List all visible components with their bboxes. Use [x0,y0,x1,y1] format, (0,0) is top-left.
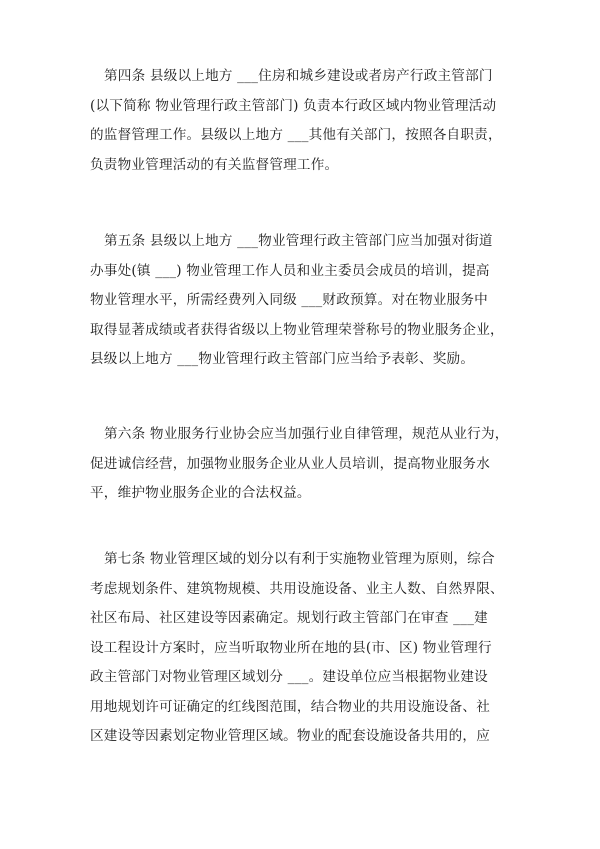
article-5 [90,227,530,375]
article-7 [90,545,530,752]
article-5-line-3: 物业管理水平，所需经费列入同级 ___财政预算。对在物业服务中 [90,292,488,308]
article-5-line-1: 第五条 县级以上地方 ___物业管理行政主管部门应当加强对街道 [104,233,493,249]
article-7-line-1: 第七条 物业管理区域的划分以有利于实施物业管理为原则，综合 [104,551,495,567]
article-7-line-7: 区建设等因素划定物业管理区域。物业的配套设施设备共用的，应 [90,728,491,744]
article-7-line-3: 社区布局、社区建设等因素确定。规划行政主管部门在审查 ___建 [90,610,488,626]
article-7-line-4: 设工程设计方案时，应当听取物业所在地的县(市、区) 物业管理行 [90,639,492,656]
article-7-line-6: 用地规划许可证确定的红线图范围，结合物业的共用设施设备、社 [90,698,491,715]
article-4-line-2: (以下简称 物业管理行政主管部门) 负责本行政区域内物业管理活动 [90,97,497,114]
article-4 [90,62,530,180]
article-7-line-5: 政主管部门对物业管理区域划分 ___。建设单位应当根据物业建设 [90,669,488,685]
article-5-line-5: 县级以上地方 ___物业管理行政主管部门应当给予表彰、奖励。 [90,351,475,367]
article-4-line-4: 负责物业管理活动的有关监督管理工作。 [90,156,339,173]
article-6 [90,420,530,509]
article-5-line-2: 办事处(镇 ___) 物业管理工作人员和业主委员会成员的培训，提高 [90,262,490,279]
article-4-line-1: 第四条 县级以上地方 ___住房和城乡建设或者房产行政主管部门 [104,68,493,84]
article-7-line-2: 考虑规划条件、建筑物规模、共用设施设备、业主人数、自然界限、 [90,580,504,597]
article-6-line-1: 第六条 物业服务行业协会应当加强行业自律管理，规范从业行为， [104,426,509,442]
article-4-line-3: 的监督管理工作。县级以上地方 ___其他有关部门，按照各自职责， [90,127,502,143]
article-6-line-2: 促进诚信经营，加强物业服务企业从业人员培训，提高物业服务水 [90,455,491,472]
article-5-line-4: 取得显著成绩或者获得省级以上物业管理荣誉称号的物业服务企业， [90,321,504,338]
article-6-line-3: 平，维护物业服务企业的合法权益。 [90,485,311,501]
